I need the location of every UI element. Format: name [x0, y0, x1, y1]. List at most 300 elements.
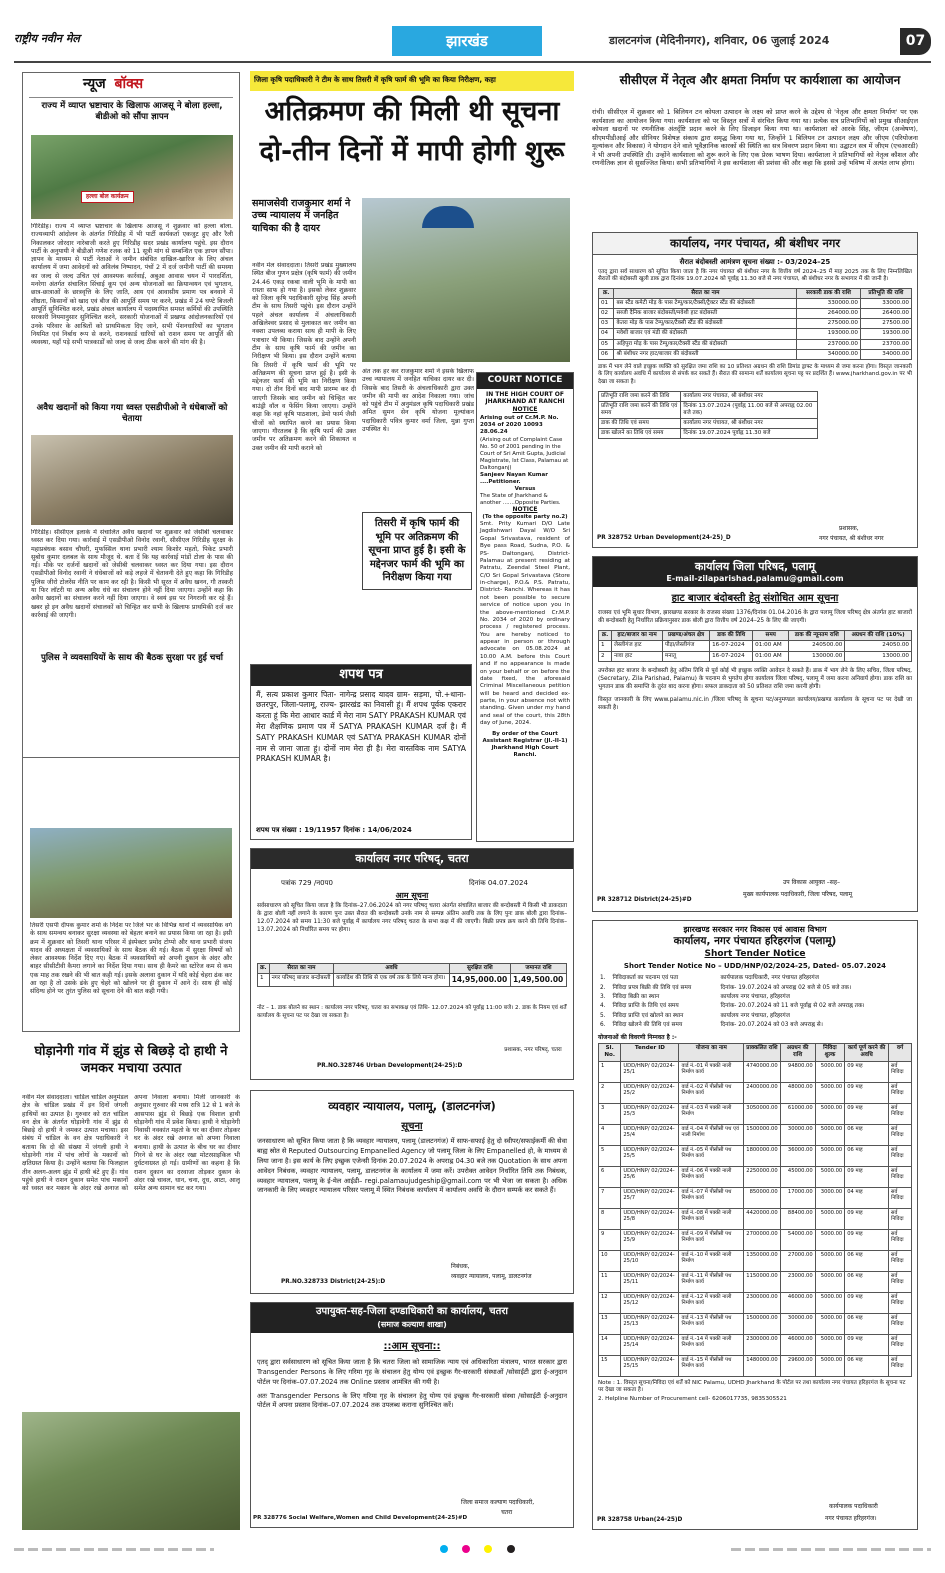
palamu-parishad-title: कार्यालय जिला परिषद, पलामू	[593, 557, 917, 574]
table-cell: 48000.00	[780, 1082, 815, 1103]
table-cell: 1.	[600, 975, 606, 982]
palamu-parishad-pr: PR 328712 District(24-25)#D	[597, 897, 692, 903]
hero-headline-1: अतिक्रमण की मिली थी सूचना	[264, 96, 560, 127]
court-palamu-sign2: व्यवहार न्यायालय, पलामू, डालटनगंज	[451, 1273, 532, 1280]
dot-magenta	[462, 1545, 470, 1553]
bansidhar-intro: एतद् द्वारा सर्व साधारण को सूचित किया जाता है कि नगर पंचायत श्री बंशीधर नगर के वित्तीय वर्ष 2024–25 में माह 2025 तक के लिए निम्नलिखित सैरातों की बंदोबस्ती खुली डाक द्वारा दिनांक 19.07.2024 को पूर्वाह्न 11.30 बजे से नगर पंचायत, श्री बंशीधर नगर के सभागार में की जानी है।	[598, 268, 912, 283]
table-row	[599, 429, 818, 439]
chatra-th: सुरक्षित राशि	[449, 964, 510, 974]
palamu-parishad-footer-note: विस्तृत जानकारी के लिए www.palamu.nic.in /जिला परिषद् के सूचना पट/अनुमण्डल कार्यालय/प्रखण्ड कार्यालय के सूचना पट पर देखी जा सकती है।	[598, 697, 912, 712]
table-cell: कार्यालय नगर पंचायत, श्री बंशीधर नगर	[681, 391, 818, 401]
bottom-strip	[14, 1545, 931, 1553]
palamu-th: अग्रधन की राशि (10%)	[845, 631, 912, 641]
table-row	[599, 1313, 912, 1334]
table-row	[598, 993, 912, 1002]
table-cell: निविदा बिक्री का स्थान	[612, 993, 660, 1000]
hh-th: योजना का नाम	[679, 1044, 744, 1061]
table-cell: 15	[599, 1355, 621, 1376]
table-row	[598, 974, 912, 983]
table-cell: वार्ड नं.-03 में पक्की नाली निर्माण	[679, 1103, 744, 1124]
chatra-th: जमानत राशि	[510, 964, 566, 974]
table-cell: 5000.00	[815, 1124, 845, 1145]
hariharganj-notice-no: Short Tender Notice No – UDD/HNP/02/2024-25, Dated- 05.07.2024	[623, 962, 887, 971]
bansidhar-th: क्र.	[599, 288, 614, 298]
chatra-date: दिनांक 04.07.2024	[469, 879, 528, 887]
table-cell: सब्जी दैनिक बाजार बंदोबस्ती/मवेशी हाट बंदोबस्ती	[614, 309, 797, 319]
chatra-welfare-body1: एतद् द्वारा सर्वसाधारण को सूचित किया जाता है कि चतरा जिला को सामाजिक न्याय एवं अधिकारिता मंत्रालय, भारत सरकार द्वारा Transgender Persons के लिए गरिमा गृह के संचालन हेतु योग्य एवं इच्छुक गैर-सरकारी संस्थाओं /सोसाईटी द्वारा ई-अनुदान पोर्टल पर दिनांक–07.07.2024 तक Online प्रस्ताव आमंत्रित की गयी है।	[257, 1357, 567, 1386]
court-arising: (Arising out of Complaint Case No. 50 of 2001 pending in the Court of Sri Amit Gupta, Judicial Magistrate, Ist Class, Palamau at Daltonganj)	[480, 437, 569, 471]
hariharganj-pr: PR 328758 Urban(24-25)D	[597, 1517, 683, 1523]
masthead-rule	[14, 61, 931, 63]
table-cell: 5000.00	[815, 1313, 845, 1334]
hh-th: निविदा शुल्क	[815, 1044, 845, 1061]
table-cell: 30000.00	[780, 1313, 815, 1334]
hariharganj-title2: कार्यालय, नगर पंचायत हरिहरगंज (पलामू)	[673, 935, 837, 948]
table-cell: 46000.00	[780, 1292, 815, 1313]
table-cell: 11	[599, 1271, 621, 1292]
table-cell: 4	[599, 1124, 621, 1145]
table-cell: 5.	[600, 1012, 606, 1019]
table-row	[599, 1292, 912, 1313]
palamu-th: क्र.	[599, 631, 612, 641]
table-cell: 4420000.00	[744, 1208, 780, 1229]
table-cell: UDD/HNP/ 02/2024-25/2	[621, 1082, 679, 1103]
table-cell: 1	[599, 1061, 621, 1082]
news-box-extension	[22, 757, 240, 1032]
hero-subhead: समाजसेवी राजकुमार शर्मा ने उच्च न्यायालय में जनहित याचिका की है दायर	[252, 198, 351, 234]
table-cell: 03	[599, 319, 614, 329]
table-cell: डाक की तिथि एवं समय	[599, 418, 681, 428]
table-cell: दिनांक- 20.07.2024 को 03 बजे अपराह्न से।	[720, 1022, 823, 1029]
table-cell: 1500000.00	[744, 1313, 780, 1334]
story2-body: गिरिडीह। सीसीएल इलाके में संचालित अवैध खदानों पर शुक्रवार को जेसीबी चलवाकर ध्वस्त कर दिया गया। कार्रवाई में एसडीपीओ विनोद रवानी, सीसीएल गिरिडीह सुरक्षा के महाप्रबंधक बसाव चौधरी, मुफस्सिल थाना प्रभारी श्याम किशोर महतो, पिकेट प्रभारी सुबोध कुमार दलबल के साथ मौजूद थे. बता दें कि यह कार्रवाई मांडों टोला के पास की गई। मौके पर दर्जनों खदानों को जेसीबी चलवाकर ध्वस्त कर दिया गया। इस दौरान एसडीपीओ विनोद रवानी ने धंधेबाजों को कड़े लहजे में चेतावनी देते हुए कहा कि गिरिडीह पुलिस जीरो टोलरेंस नीति पर काम कर रही है। किसी भी सूरत में अवैध खनन, गौ तस्करी या फिर लॉटरी या अन्य अवैध धंधे का संचालन होने नहीं दिया जाएगा। उन्होंने कहा कि अवैध खदानों का संचालन करने नहीं दिया जाएगा। वे स्वयं इस पर निगरानी कर रहे हैं। खबर हो इन अवैध खदानों संचालकों को चिन्हित कर सभी के खिलाफ प्राथमिकी दर्ज कर कार्रवाई की जाएगी।	[31, 529, 233, 619]
chatra-subtitle: आम सूचना	[395, 891, 429, 900]
table-cell: 30000.00	[780, 1124, 815, 1145]
hero-body-right: अंत तक हर कर राजकुमार शर्मा ने इसके खिलाफ उच्च न्यायालय में जनहित याचिका दायर कर दी। जिसके बाद तिसरी के अंचलाधिकारी द्वारा उक्त जमीन की मापी का आदेश निकाला गया। जांच को पहुंचे टीम में अनुमंडल कृषि पदाधिकारी प्रखंड अमित सुमन सेन कृषि योजना मूल्यांकन पदाधिकारी पवित्र कुमार वर्मा जिला, मुन्ना गुप्ता उपस्थित थे।	[362, 368, 474, 434]
table-cell: वार्ड नं.-08 में पक्की नाली निर्माण कार्य	[679, 1208, 744, 1229]
table-cell: 9	[599, 1229, 621, 1250]
palamu-th: प्रखण्ड/अंचल क्षेत्र	[662, 631, 709, 641]
bansidhar-notice	[592, 232, 918, 548]
table-cell: वार्ड नं.-05 में पीसीसी पथ निर्माण कार्य	[679, 1145, 744, 1166]
table-cell: 2400000.00	[744, 1082, 780, 1103]
palamu-parishad-email: E-mail-zilaparishad.palamu@gmail.com	[593, 574, 917, 587]
court-body: Smt. Prity Kumari D/O Late Jagdishwari Dayal W/O Sri Gopal Srivastava, resident of Bye pass Road, Sudna, P.O. & PS- Daltonganj, District- Palamau at present residing at Patratu, Zeendal Steel Plant, C/O Sri Gopal Srivastava (Store in-charge), P.O.& P.S. Patratu, District- Ranchi. Whereas it has not been possible to secure service of notice upon you in the above-mentioned Cr.M.P. No. 2034 of 2020 by ordinary process / registered process. You are hereby noticed to appear in person or through advocate on 05.08.2024 at 10.00 A.M. before this Court and if no appearance is made on your behalf or on before the date fixed, the aforesaid Criminal Miscellaneous petition will be heard and decided ex-parte, in your absence not with standing. Given under my hand and seal of the court, this 28th day of June, 2024.	[480, 521, 570, 727]
court-respondents: The State of Jharkhand & another .......Opposite Parties.	[480, 492, 561, 506]
table-cell: 3050000.00	[744, 1103, 780, 1124]
table-cell: वार्ड नं.-10 में पक्की नाली निर्माण	[679, 1250, 744, 1271]
hero-kicker-bar	[250, 71, 574, 91]
table-cell: 46000.00	[780, 1334, 815, 1355]
news-box	[22, 72, 240, 758]
table-row	[599, 319, 912, 329]
court-name: IN THE HIGH COURT OF JHARKHAND AT RANCHI	[485, 390, 565, 406]
chatra-nagar-title: कार्यालय नगर परिषद्, चतरा	[251, 849, 573, 869]
table-cell: 06 माह	[845, 1124, 889, 1145]
court-sign3: Jharkhand High Court	[491, 744, 559, 751]
table-cell: 5000.00	[815, 1271, 845, 1292]
chatra-welfare-pr: PR 328776 Social Welfare,Women and Child Development(24-25)#D	[253, 1515, 468, 1521]
table-cell: 193000.00	[797, 329, 861, 339]
table-cell: वार्ड नं.-15 में पीसीसी पथ निर्माण कार्य	[679, 1355, 744, 1376]
table-row	[599, 1103, 912, 1124]
table-cell: वार्ड नं.-09 में पीसीसी पथ निर्माण कार्य	[679, 1229, 744, 1250]
table-cell: 01:00 AM	[753, 651, 789, 661]
hero-headline-2: दो-तीन दिनों में मापी होगी शुरू	[259, 136, 565, 167]
table-cell: 14,95,000.00	[449, 974, 510, 987]
story2-photo	[31, 435, 233, 525]
court-palamu-subtitle: सूचना	[401, 1121, 423, 1132]
table-cell: 05	[599, 339, 614, 349]
table-row	[599, 1061, 912, 1082]
hh-th: प्राक्कलित राशि	[744, 1044, 780, 1061]
table-cell: 240500.00	[789, 641, 845, 651]
table-row	[599, 1082, 912, 1103]
table-cell: 09 माह	[845, 1292, 889, 1313]
news-box-label-a: न्यूज	[83, 76, 106, 92]
table-cell: 16-07-2024	[710, 641, 753, 651]
hariharganj-title3: Short Tender Notice	[704, 948, 806, 959]
bottom-strip-right	[731, 1548, 931, 1551]
news-box-rule	[29, 97, 233, 98]
table-cell: दिनांक- 19.07.2024 को अपराह्न 02 बजे से 05 बजे तक।	[720, 984, 852, 991]
chatra-welfare-notice	[250, 1302, 574, 1528]
table-cell: 5000.00	[815, 1334, 845, 1355]
palamu-parishad-table	[598, 630, 912, 661]
table-row	[599, 1250, 912, 1271]
table-row	[599, 1229, 912, 1250]
bansidhar-title: कार्यालय, नगर पंचायत, श्री बंशीधर नगर	[593, 233, 917, 255]
table-cell: UDD/HNP/ 02/2024-25/3	[621, 1103, 679, 1124]
table-cell: 1480000.00	[744, 1355, 780, 1376]
court-palamu-notice	[250, 1090, 574, 1294]
bansidhar-sign2: नगर पंचायत, श्री बंशीधर नगर	[819, 535, 884, 542]
court-sign1: By order of the Court	[492, 730, 558, 737]
table-cell: 17000.00	[780, 1187, 815, 1208]
table-row	[599, 1271, 912, 1292]
table-cell: 850000.00	[744, 1187, 780, 1208]
palamu-th: हाट/बाजार का नाम	[612, 631, 663, 641]
chatra-note: नोट – 1. डाक बोलने का स्थान : कार्यालय नगर परिषद्, चतरा का सभाकक्ष एवं तिथि- 12.07.2024 को पूर्वाह्न 11:00 बजे। 2. डाक के नियम एवं शर्तें कार्यालय के सूचना पट पर देखा जा सकता है।	[257, 1005, 567, 1019]
table-cell: केतरा मोड़ के पास टेम्पू/कार/टैक्सी स्टैंड की बंदोबस्ती	[614, 319, 797, 329]
palamu-th: डाक की तिथि	[710, 631, 753, 641]
table-cell: 16-07-2024	[710, 651, 753, 661]
table-cell: 09 माह	[845, 1166, 889, 1187]
palamu-parishad-sign1: उप विकास आयुक्त –सह–	[783, 879, 841, 886]
court-notice	[476, 372, 574, 842]
table-cell: सर्व निविदा	[889, 1250, 912, 1271]
table-cell: 06 माह	[845, 1313, 889, 1334]
palamu-th: डाक की न्यूनतम राशि	[789, 631, 845, 641]
table-row	[599, 339, 912, 349]
table-cell: 61000.00	[780, 1103, 815, 1124]
table-cell: कार्यपालक पदाधिकारी, नगर पंचायत हरिहरगंज	[720, 975, 819, 982]
chatra-patrank: पत्रांक 729 /न0प0	[281, 879, 333, 887]
table-cell: 5000.00	[815, 1061, 845, 1082]
table-cell: 09 माह	[845, 1229, 889, 1250]
table-row	[599, 401, 818, 418]
table-row	[599, 1208, 912, 1229]
table-cell: 34000.00	[860, 349, 911, 359]
table-cell: 01	[599, 298, 614, 308]
table-cell: सर्व निविदा	[889, 1271, 912, 1292]
table-row	[599, 309, 912, 319]
table-cell: UDD/HNP/ 02/2024-25/7	[621, 1187, 679, 1208]
table-cell: 264000.00	[797, 309, 861, 319]
table-cell: 33000.00	[860, 298, 911, 308]
table-cell: 23000.00	[780, 1271, 815, 1292]
table-cell: कार्यालय नगर पंचायत, हरिहरगंज	[720, 993, 790, 1000]
table-cell: 06 माह	[845, 1355, 889, 1376]
court-to: (To the opposite party no.2)	[482, 514, 568, 521]
bansidhar-notice-no: सैरात बंदोबस्ती आमंत्रण सूचना संख्या :- 03/2024–25	[679, 257, 831, 266]
ccl-headline: सीसीएल में नेतृत्व और क्षमता निर्माण पर कार्यशाला का आयोजन	[619, 73, 901, 87]
table-cell: वार्ड नं.-01 में पक्की नाली निर्माण कार्य	[679, 1061, 744, 1082]
table-cell: सर्व निविदा	[889, 1313, 912, 1334]
table-cell: कार्यालय नगर पंचायत, हरिहरगंज	[720, 1012, 790, 1019]
bansidhar-pr: PR 328752 Urban Development(24-25)_D	[597, 535, 731, 541]
table-cell: 2300000.00	[744, 1334, 780, 1355]
table-cell: 7	[599, 1187, 621, 1208]
hariharganj-sign1: कार्यपालक पदाधिकारी	[829, 1503, 878, 1510]
table-cell: वार्ड नं.-06 में पक्की नाली निर्माण कार्य	[679, 1166, 744, 1187]
table-cell: 1	[599, 641, 612, 651]
story1-banner: हल्ला बोल कार्यक्रम	[81, 191, 134, 203]
bansidhar-date-table	[598, 391, 818, 440]
table-cell: UDD/HNP/ 02/2024-25/10	[621, 1250, 679, 1271]
table-cell: 09 माह	[845, 1208, 889, 1229]
table-cell: निविदाकर्ता का पदनाम एवं पता	[612, 975, 679, 982]
table-cell: 5	[599, 1145, 621, 1166]
registration-dots	[434, 1545, 521, 1556]
table-cell: 5000.00	[815, 1292, 845, 1313]
chatra-welfare-notice-title: ::आम सूचना::	[383, 1341, 441, 1353]
court-palamu-title: व्यवहार न्यायालय, पलामू, (डालटनगंज)	[328, 1099, 496, 1113]
palamu-parishad-body: उपरोक्त हाट बाजार के बन्दोबस्ती हेतु अंतिम तिथि से पूर्व कोई भी इच्छुक व्यक्ति आवेदन दे सकते हैं। डाक में भाग लेने के लिए सचिव, जिला परिषद, (Secretary, Zila Parishad, Palamu) के पदनाम से भुगतेय होगा कार्यालय जिला परिषद्, पलामू में जमा करना अनिवार्य होगा। डाक राशि का भुगतान डाक की समाप्ति के तुरंत बाद करना होगा। सफल डाकदाता को 50 प्रतिशत राशि जमा करनी होगी।	[598, 667, 912, 691]
table-cell: 06 माह	[845, 1145, 889, 1166]
table-cell: 54000.00	[780, 1229, 815, 1250]
court-notice2: NOTICE	[512, 506, 538, 514]
table-cell: 4.	[600, 1003, 606, 1010]
table-cell: 19300.00	[860, 329, 911, 339]
table-cell: निविदा प्रपत्र बिक्री की तिथि एवं समय	[612, 984, 692, 991]
chatra-pr: PR.NO.328746 Urban Development(24-25):D	[317, 1063, 463, 1069]
news-box-label	[83, 76, 143, 94]
table-cell: कार्यादेश की तिथि से एक वर्ष तक के लिये मान्य होगा।	[334, 974, 449, 987]
bansidhar-note: डाक में भाग लेने वाले इच्छुक व्यक्ति को सुरक्षित जमा राशि का 10 प्रतिशत अग्रधन की राशि डिमांड ड्राफ्ट के माध्यम से जमा करना होगा। विस्तृत जानकारी के लिए कार्यालय अवधि में कार्यालय से संपर्क कर सकते हैं। सैरात की सामान्य शर्तें कार्यालय सूचना पट्ट पर प्रदर्शित हैं। www.jharkhand.gov.in पर भी देखा जा सकता है।	[598, 363, 912, 385]
chatra-welfare-sign2: चतरा	[501, 1509, 513, 1516]
table-cell: 1350000.00	[744, 1250, 780, 1271]
hero-kicker: जिला कृषि पदाधिकारी ने टीम के साथ तिसरी में कृषि फार्म की भूमि का किया निरीक्षण, कहा	[254, 75, 496, 84]
hh-th: Sl. No.	[599, 1044, 621, 1061]
table-cell: सर्व निविदा	[889, 1292, 912, 1313]
table-cell: 23700.00	[860, 339, 911, 349]
table-cell: सर्व निविदा	[889, 1229, 912, 1250]
palamu-parishad-intro: राजस्व एवं भूमि सुधार विभाग, झारखण्ड सरकार के राजस्व संख्या 1376/दिनांक 01.04.2016 के द्वारा पलामू जिला परिषद् क्षेत्र अंतर्गत हाट बाजारों की बन्दोबस्ती हेतु निर्धारित प्रक्रियानुसार डाक बोली द्वारा वित्तीय वर्ष 2024–25 के लिए की जाएगी।	[598, 610, 912, 625]
table-cell: सर्व निविदा	[889, 1166, 912, 1187]
table-cell: सर्व निविदा	[889, 1145, 912, 1166]
table-cell: 6.	[600, 1022, 606, 1029]
table-cell: डाक खोलने का तिथि एवं समय	[599, 429, 681, 439]
table-cell: 94800.00	[780, 1061, 815, 1082]
table-cell: 5000.00	[815, 1355, 845, 1376]
court-palamu-pr: PR.NO.328733 District(24-25):D	[281, 1279, 386, 1285]
hero-body-left: नवीन मेल संवाददाता। तिसरी प्रखंड मुख्यालय स्थित बीज गुणन प्रक्षेत्र (कृषि फार्म) की जमीन 24.46 एकड़ रकबा वाली भूमि के मापी का रास्ता साफ हो गया है। इसको लेकर शुक्रवार को जिला कृषि पदाधिकारी सुरेन्द्र सिंह अपनी टीम के साथ तिसरी पहुंचे। इस दौरान उन्होंने पहले अंचल कार्यालय में अंचलाधिकारी अखिलेश्वर प्रसाद से मुलाकात कर जमीन का नक्शा उपलब्ध कराया साथ ही मापी के लिए पत्राचार भी किया। जिसके बाद उन्होंने अपनी टीम के साथ कृषि फार्म की जमीन का निरीक्षण भी किया। इस दौरान उन्होंने बताया कि तिसरी में कृषि फार्म की भूमि पर अतिक्रमण की सूचना प्राप्त हुई है। इसी के मद्देनजर फार्म की भूमि का निरीक्षण किया गया। दो तीन दिनों बाद मापी प्रारम्भ कर दी जाएगी जिसके बाद जमीन को चिन्हित कर बाउंड्री वॉल व फेंसिंग किया जाएगा। उन्होंने कहा कि नहां कृषि पाठशाला, डेमो फार्म जैसी चीजों को स्थापित करने का प्रयास किया जाएगा। गौरतलब है कि कृषि फार्म की उक्त जमीन पर अतिक्रमण करने की शिकायत व उक्त जमीन की मापी कराने को	[252, 262, 356, 452]
table-row	[599, 298, 912, 308]
table-cell: 1,49,500.00	[510, 974, 566, 987]
table-cell: निविदा खोलने की तिथि एवं समय	[612, 1022, 683, 1029]
table-row	[599, 1187, 912, 1208]
table-cell: 130000.00	[789, 651, 845, 661]
hariharganj-note2: 2. Helpline Number of Procurement cell- 6206017735, 9835305521	[598, 1395, 787, 1402]
table-cell: निविदा प्राप्ति एवं खोलने का स्थान	[612, 1012, 684, 1019]
table-cell: 1800000.00	[744, 1145, 780, 1166]
affidavit-body: मैं, सत्य प्रकाश कुमार पिता- नागेन्द्र प्रसाद यादव ग्राम- सड़मा, पो.+थाना-छतरपुर, जिला-पलामू, राज्य- झारखंड का निवासी हूं। मैं शपथ पूर्वक एकरार करता हूं कि मेरा आधार कार्ड में मेरा नाम SATY PRAKASH KUMAR एवं मेरा शैक्षणिक प्रमाण पत्र में SATYA PRAKASH KUMAR दर्ज है। मैं SATY PRAKASH KUMAR एवं SATYA PRAKASH KUMAR दोनों नाम से जाना जाता हूं। दोनों नाम मेरा ही है। मेरा वास्तविक नाम SATYA PRAKASH KUMAR है।	[256, 689, 466, 764]
chatra-th: क्र.	[258, 964, 270, 974]
table-cell: 09 माह	[845, 1061, 889, 1082]
table-cell: UDD/HNP/ 02/2024-25/5	[621, 1145, 679, 1166]
palamu-parishad-notice	[592, 556, 918, 912]
ccl-body: रांची। सीसीएल में शुक्रवार को 1 बिलियन टन कोयला उत्पादन के लक्ष्य को प्राप्त करने के उद्देश्य से 'नेतृत्व और क्षमता निर्माण' पर एक कार्यशाला का आयोजन किया गया। कार्यशाला को पर विस्तृत सत्रों में संरचित किया गया था। प्रत्येक सत्र प्रतिभागियों को प्रमुख सीआईएल कोयला खदानों पर रणनीतिक अंतर्दृष्टि प्रदान करने के लिए डिजाइन किया गया था। कार्यशाला को आरके सिंह, जीएम (अन्वेषण), सीएमपीडीआई और सीनियर विशेषज्ञ संकाय द्वारा समृद्ध किया गया था, जिन्होंने 1 बिलियन टन उत्पादन लक्ष्य और जीएम (परियोजना मूल्यांकन और विकास) ने योगदान देने वाले भूवैज्ञानिक कारकों की स्थिति का सत्र विवरण प्रदान किया था। उद्घाटन सत्र में जीएम (एचआरडी) ने भी अपनी उपस्थिति दी। उन्होंने कार्यशाला को शुरू करने के लिए एक प्रेरक भाषण दिया। कार्यशाला ने प्रतिभागियों को नेतृत्व कौशल और रणनीतिक ज्ञान से सुसज्जित किया। सभी प्रतिभागियों ने इस कार्यशाला की प्रशंसा की और कहा कि इससे उन्हें भविष्य में अत्यंत लाभ होगा।	[592, 108, 918, 168]
elephant-body: नवीन मेल संवाददाता। चाडिल चाडिल अनुमंडल क्षेत्र के चांडिल प्रखंड में इन दिनों जंगली हाथियों का उत्पात है। गुरुवार को रात चांडिल वन क्षेत्र के अंतर्गत घोड़ानेगी गांव में झुंड से बिछड़े दो हाथी ने जमकर उत्पात मचाया। इस संबंध में चांडिल के वन क्षेत्र पदाधिकारी ने बताया कि दो की संख्या में जंगली हाथी ने घोड़ानेगी गांव में पांच लोगों के मकानों को क्षतिग्रस्त किया है। उन्होंने बताया कि फिलहाल तीन अलग-अलग झुंड में हाथी बंटे हुए हैं। गांव पहुंचे हाथी ने राशन दुकान समेत पांच मकानों को ध्वस्त कर मकान के अंदर रखे अनाज को अपना निवाला बनाया। मिली जानकारी के अनुसार गुरुवार की मध्य रात्रि 12 से 1 बजे के आसपास झुंड से बिछड़े एक विशाल हाथी घोड़ानेगी गांव में प्रवेश किया। हाथी ने घोड़ानेगी निवासी नवकांत महतो के घर का दीवार तोड़कर घर के अंदर रखे अनाज को अपना निवाला बनाया। हाथी के उत्पात के बीच घर का दीवार गिरने से घर के अंदर रखा मोटरसाइकिल भी दुर्घटनाग्रस्त हो गई। ग्रामीणों का कहना है कि राशन दुकान का दरवाजा तोड़कर दुकान के अंदर रखे चावल, धान, चना, दूध, आटा, आलू समेत अन्य सामान चट कर गया।	[22, 1094, 240, 1193]
dot-yellow	[484, 1545, 492, 1553]
table-cell: प्रतिभूति राशि जमा करने की तिथि एवं समय	[599, 401, 681, 418]
table-cell: 237000.00	[797, 339, 861, 349]
story2-headline: अवैध खदानों को किया गया ध्वस्त एसडीपीओ ने धंधेबाजों को चेताया	[36, 403, 228, 425]
table-cell: दिनांक 13.07.2024 (पूर्वाह्न 11.00 बजे से अपराह्न 02.00 बजे तक)	[681, 401, 818, 418]
affidavit-footer: शपथ पत्र संख्या : 19/11957 दिनांक : 14/06/2024	[256, 826, 412, 835]
hh-th: वर्ग	[889, 1044, 912, 1061]
table-cell: सर्व निविदा	[889, 1082, 912, 1103]
chatra-welfare-sign1: जिला समाज कल्याण पदाधिकारी,	[461, 1499, 535, 1506]
court-petitioner: Sanjeev Nayan Kumar ....Petitioner.	[480, 471, 548, 485]
table-cell: 5000.00	[815, 1250, 845, 1271]
table-cell: 5000.00	[815, 1229, 845, 1250]
table-cell: 5000.00	[815, 1103, 845, 1124]
hh-th: कार्य पूर्ण करने की अवधि	[845, 1044, 889, 1061]
table-cell: प्रतिभूति राशि जमा करने की तिथि	[599, 391, 681, 401]
table-cell: वार्ड नं.-14 में पक्की नाली निर्माण कार्य	[679, 1334, 744, 1355]
hero-pullquote: तिसरी में कृषि फार्म की भूमि पर अतिक्रमण की सूचना प्राप्त हुई है। इसी के मद्देनजर फार्म की भूमि का निरीक्षण किया गया	[362, 512, 472, 590]
paper-name: राष्ट्रीय नवीन मेल	[14, 32, 80, 45]
table-cell: 2.	[600, 984, 606, 991]
table-cell: UDD/HNP/ 02/2024-25/13	[621, 1313, 679, 1334]
affidavit-title: शपथ पत्र	[251, 665, 471, 686]
table-cell: UDD/HNP/ 02/2024-25/8	[621, 1208, 679, 1229]
table-cell: सर्व निविदा	[889, 1208, 912, 1229]
table-cell: 09 माह	[845, 1334, 889, 1355]
table-cell: 04	[599, 329, 614, 339]
table-row	[598, 1021, 912, 1030]
story1-headline: राज्य में व्याप्त भ्रष्टाचार के खिलाफ आजसू ने बोला हल्ला, बीडीओ को सौंपा ज्ञापन	[41, 101, 223, 123]
table-cell: दिनांक- 20.07.2024 को 11 बजे पूर्वाह्न से 02 बजे अपराह्न तक।	[720, 1003, 865, 1010]
table-cell: वार्ड नं.-07 में पीसीसी पथ निर्माण कार्य	[679, 1187, 744, 1208]
elephant-photo	[22, 1412, 240, 1530]
table-cell: 06	[599, 349, 614, 359]
table-cell: वार्ड नं.-04 में पीसीसी पथ एवं नाली निर्माण	[679, 1124, 744, 1145]
section-tab: झारखंड	[392, 26, 542, 56]
court-palamu-sign1: निबंधक,	[451, 1263, 470, 1270]
table-row	[599, 329, 912, 339]
table-cell: 8	[599, 1208, 621, 1229]
story1-photo	[31, 135, 233, 219]
table-row	[599, 1355, 912, 1376]
table-cell: पौड़ा/लेस्लीगंज	[662, 641, 709, 651]
affidavit	[250, 664, 472, 840]
table-cell: वार्ड नं.-11 में पीसीसी पथ निर्माण कार्य	[679, 1271, 744, 1292]
bansidhar-th: सरकारी डाक की राशि	[797, 288, 861, 298]
bansidhar-sign1: प्रशासक,	[839, 525, 859, 532]
umbrella-shape	[422, 206, 474, 228]
court-versus: Versus	[514, 485, 536, 492]
table-cell: वार्ड नं.-12 में पक्की नाली निर्माण कार्य	[679, 1292, 744, 1313]
table-cell: बस स्टैंड कमेटी मोड़ के पास टेम्पू/कार/टैक्सी/ट्रैक्टर स्टैंड की बंदोबस्ती	[614, 298, 797, 308]
table-cell: सर्व निविदा	[889, 1103, 912, 1124]
table-cell: 09 माह	[845, 1103, 889, 1124]
masthead	[14, 26, 931, 60]
table-cell: 09 माह	[845, 1082, 889, 1103]
palamu-parishad-subtitle: हाट बाजार बंदोबस्ती हेतु संशोधित आम सूचना	[671, 593, 839, 605]
table-cell: 12	[599, 1292, 621, 1313]
table-cell: 2250000.00	[744, 1166, 780, 1187]
chatra-table	[257, 963, 567, 987]
table-cell: 2700000.00	[744, 1229, 780, 1250]
table-cell: 1	[258, 974, 270, 987]
story1-body: गिरिडीह। राज्य में व्याप्त भ्रष्टाचार के खिलाफ आजसू ने शुक्रवार को हल्ला बोला. राज्यव्यापी आंदोलन के अंतर्गत गिरिडीह में भी पार्टी कार्यकर्ता एकजुट हुए और रैली निकालकर जोरदार नारेबाजी करते हुए गिरिडीह सदर प्रखंड कार्यालय पहुंचे. इस दौरान पार्टी के अनुयायी ने बीडीओ गणेश रजक को 11 सूत्री मांग से सम्बन्धित एक ज्ञापन सौंपा। ज्ञापन के माध्यम से पार्टी नेताओं ने जमीन संबंधित दाखिल-खारिज के लिए अंचल कार्यालय में जमा आवेदनों को अविलंब निष्पादन, पंचों 2 में दर्ज जमीनी पार्टी की समस्या का जल्द से जल्द उचित एवं आवश्यक कार्रवाई, अबुआ आवास चयन में पारदर्शिता, मनरेगा अंतर्गत संचालित सिंचाई कूप एवं अन्य योजनाओं का क्रियान्वयन एवं भुगतान, छात्र-छात्राओं के छात्रवृत्ति के लिए जाति, आय एवं आवासीय प्रमाण पत्र बनवाने में शीघ्रता, किसानों को खाद एवं बीज की आपूर्ति समय पर करने, प्रखंड में 24 घण्टे बिजली आपूर्ति सुनिश्चित करने, प्रखंड अंचल कार्यालय में पदस्थापित समस्त कर्मियों की उपस्थिति सरकारी नियमानुसार सुनिश्चित करने, सरकारी योजनाओं में प्रखण्ड आंदोलनकारियों एवं उनके परिवार के आश्रितों को प्राथमिकता दिए जाने, सभी पेंशनधारियों का भुगतान नियमित एवं निर्बाध रूप से करने, राशनकार्ड धारियों को राशन समय पर आपूर्ति की व्यवस्था, यहाँ पड़े सभी पात्रकार्डों को जल्द से जल्द ठीक करने की मांग की है।	[31, 223, 233, 347]
table-cell: दिनांक 19.07.2024 पूर्वाह्न 11.30 बजे	[681, 429, 818, 439]
table-cell: 36000.00	[780, 1145, 815, 1166]
table-cell: 1500000.00	[744, 1124, 780, 1145]
table-cell: 2300000.00	[744, 1292, 780, 1313]
chatra-welfare-body2: अतः Transgender Persons के लिए गरिमा गृह के संचालन हेतु योग्य एवं इच्छुक गैर-सरकारी संस्था /सोसाईटी ई-अनुदान पोर्टल में अपना प्रस्ताव दिनांक–07.07.2024 तक उपलब्ध कराना सुनिश्चित करें।	[257, 1391, 567, 1410]
court-palamu-body: जनसाधारण को सूचित किया जाता है कि व्यवहार न्यायालय, पलामू (डालटनगंज) में साफ-सफाई हेतु दो स्वीपर/सफाईकर्मी की सेवा बाह्य स्रोत से Reputed Outsourcing Empanelled Agency जो पलामू जिला के लिए Empanelled हो, के माध्यम से लिया जाना है। इस कार्य के लिए इच्छुक एजेन्सी दिनांक 20.07.2024 के अपराह्न 04.30 बजे तक Quotation के साथ अपना आवेदन निबंधक, व्यवहार न्यायालय, पलामू, डालटनगंज के कार्यालय में जमा करें। उपरोक्त आवेदन निर्धारित तिथि तक निबंधक, व्यवहार न्यायालय, पलामू के ई-मेल आईडी– regi.palamaujudgeship@gmail.com पर भी भेजा जा सकता है। अधिक जानकारी के लिए व्यवहार न्यायालय परिसर पलामू में स्थित निबंधक कार्यालय में कार्यालय अवधि के दौरान सम्पर्क कर सकते हैं।	[257, 1137, 567, 1195]
table-row	[598, 1002, 912, 1011]
court-sign2: Assistant Registrar (Jl.-II-1)	[482, 737, 568, 744]
table-cell: नावा हाट	[612, 651, 663, 661]
story3-headline: पुलिस ने व्यवसायियों के साथ की बैठक सुरक्षा पर हुई चर्चा	[40, 653, 224, 663]
table-row	[258, 974, 567, 987]
table-cell: मनातू	[662, 651, 709, 661]
table-cell: 5000.00	[815, 1145, 845, 1166]
palamu-parishad-sign2: मुख्य कार्यपालक पदाधिकारी, जिला परिषद, पलामू	[743, 891, 853, 898]
table-cell: UDD/HNP/ 02/2024-25/11	[621, 1271, 679, 1292]
table-cell: 5000.00	[815, 1082, 845, 1103]
table-row	[599, 641, 912, 651]
table-row	[598, 1012, 912, 1021]
bottom-strip-left	[14, 1548, 214, 1551]
table-cell: 1150000.00	[744, 1271, 780, 1292]
table-row	[599, 1166, 912, 1187]
chatra-th: अवधि	[334, 964, 449, 974]
table-row	[599, 651, 912, 661]
table-cell: वार्ड नं.-02 में पीसीसी पथ निर्माण कार्य	[679, 1082, 744, 1103]
table-row	[599, 1145, 912, 1166]
hariharganj-note1: Note : 1. विस्तृत सूचना/निविदा एवं शर्तें को NIC Palamu, UDHD Jharkhand के पोर्टल पर तथा कार्यालय नगर पंचायत हरिहरगंज के सूचना पट पर देखा जा सकता है।	[598, 1379, 906, 1394]
table-cell: 24050.00	[845, 641, 912, 651]
table-cell: 06 माह	[845, 1250, 889, 1271]
court-notice-title: COURT NOTICE	[477, 373, 573, 389]
table-cell: 6	[599, 1166, 621, 1187]
table-cell: सर्व निविदा	[889, 1355, 912, 1376]
table-cell: 27500.00	[860, 319, 911, 329]
table-cell: 330000.00	[797, 298, 861, 308]
table-cell: 3	[599, 1103, 621, 1124]
page-number: 07	[900, 28, 931, 55]
table-cell: सर्व निविदा	[889, 1334, 912, 1355]
hh-th: Tender ID	[621, 1044, 679, 1061]
table-cell: 02	[599, 309, 614, 319]
table-cell: 13	[599, 1313, 621, 1334]
